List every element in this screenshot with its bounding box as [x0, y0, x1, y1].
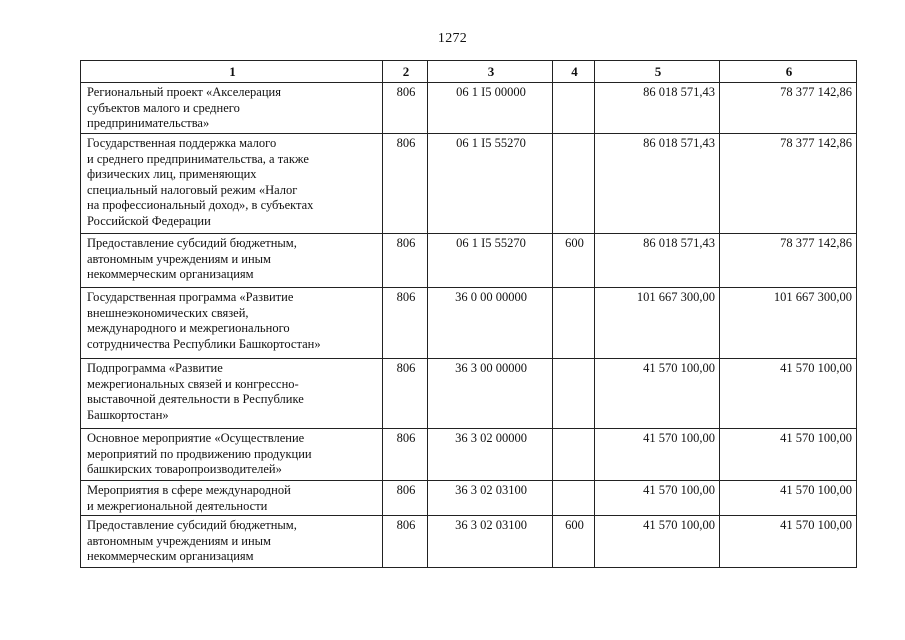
row-col4-cell: 600 [553, 516, 595, 568]
row-name-cell: Государственная поддержка малого и среднего предпринимательства, а также физических лиц, применяющих специальный налоговый режим «Налог на профессиональный доход», в субъектах Российской Федерации [81, 134, 383, 234]
row-col6-cell: 41 570 100,00 [720, 481, 857, 516]
row-col5-cell: 41 570 100,00 [595, 429, 720, 481]
row-col5-cell: 86 018 571,43 [595, 234, 720, 288]
row-col4-cell [553, 134, 595, 234]
row-col6-cell: 41 570 100,00 [720, 516, 857, 568]
row-name-cell: Предоставление субсидий бюджетным, автономным учреждениям и иным некоммерческим организациям [81, 234, 383, 288]
header-col-1: 1 [81, 61, 383, 83]
row-col2-cell: 806 [383, 83, 428, 134]
row-col4-cell: 600 [553, 234, 595, 288]
row-col6-cell: 78 377 142,86 [720, 234, 857, 288]
row-col4-cell [553, 359, 595, 429]
row-col5-cell: 86 018 571,43 [595, 83, 720, 134]
row-col6-cell: 101 667 300,00 [720, 288, 857, 359]
table-row [81, 516, 857, 568]
row-col2-cell: 806 [383, 134, 428, 234]
row-col3-cell: 36 3 00 00000 [428, 359, 553, 429]
table-row [81, 83, 857, 134]
row-col5-cell: 86 018 571,43 [595, 134, 720, 234]
table-row [81, 134, 857, 234]
row-col2-cell: 806 [383, 359, 428, 429]
row-col5-cell: 41 570 100,00 [595, 359, 720, 429]
row-col4-cell [553, 481, 595, 516]
header-col-4: 4 [553, 61, 595, 83]
row-name-cell: Подпрограмма «Развитие межрегиональных связей и конгрессно- выставочной деятельности в Республике Башкортостан» [81, 359, 383, 429]
row-col2-cell: 806 [383, 429, 428, 481]
row-col2-cell: 806 [383, 516, 428, 568]
page-number: 1272 [437, 31, 468, 46]
row-name-cell: Региональный проект «Акселерация субъектов малого и среднего предпринимательства» [81, 83, 383, 134]
row-col3-cell: 36 3 02 03100 [428, 516, 553, 568]
row-col4-cell [553, 429, 595, 481]
table-row [81, 234, 857, 288]
row-col3-cell: 06 1 I5 55270 [428, 234, 553, 288]
row-name-cell: Предоставление субсидий бюджетным, автономным учреждениям и иным некоммерческим организациям [81, 516, 383, 568]
row-col5-cell: 101 667 300,00 [595, 288, 720, 359]
table-body [81, 83, 857, 568]
row-col5-cell: 41 570 100,00 [595, 481, 720, 516]
table-header [81, 61, 857, 83]
row-name-cell: Мероприятия в сфере международной и межрегиональной деятельности [81, 481, 383, 516]
header-row [81, 61, 857, 83]
row-col6-cell: 78 377 142,86 [720, 83, 857, 134]
table-row [81, 288, 857, 359]
row-col6-cell: 78 377 142,86 [720, 134, 857, 234]
row-col6-cell: 41 570 100,00 [720, 429, 857, 481]
row-col4-cell [553, 288, 595, 359]
table-row [81, 481, 857, 516]
row-col4-cell [553, 83, 595, 134]
row-col3-cell: 36 3 02 03100 [428, 481, 553, 516]
header-col-5: 5 [595, 61, 720, 83]
row-col5-cell: 41 570 100,00 [595, 516, 720, 568]
row-col3-cell: 36 0 00 00000 [428, 288, 553, 359]
row-name-cell: Государственная программа «Развитие внешнеэкономических связей, международного и межрегионального сотрудничества Республики Башкортостан» [81, 288, 383, 359]
header-col-3: 3 [428, 61, 553, 83]
row-col6-cell: 41 570 100,00 [720, 359, 857, 429]
row-name-cell: Основное мероприятие «Осуществление мероприятий по продвижению продукции башкирских товаропроизводителей» [81, 429, 383, 481]
row-col3-cell: 06 1 I5 00000 [428, 83, 553, 134]
table-row [81, 429, 857, 481]
row-col3-cell: 36 3 02 00000 [428, 429, 553, 481]
row-col2-cell: 806 [383, 234, 428, 288]
header-col-2: 2 [383, 61, 428, 83]
row-col3-cell: 06 1 I5 55270 [428, 134, 553, 234]
header-col-6: 6 [720, 61, 857, 83]
table-row [81, 359, 857, 429]
row-col2-cell: 806 [383, 481, 428, 516]
row-col2-cell: 806 [383, 288, 428, 359]
budget-table [80, 60, 857, 568]
